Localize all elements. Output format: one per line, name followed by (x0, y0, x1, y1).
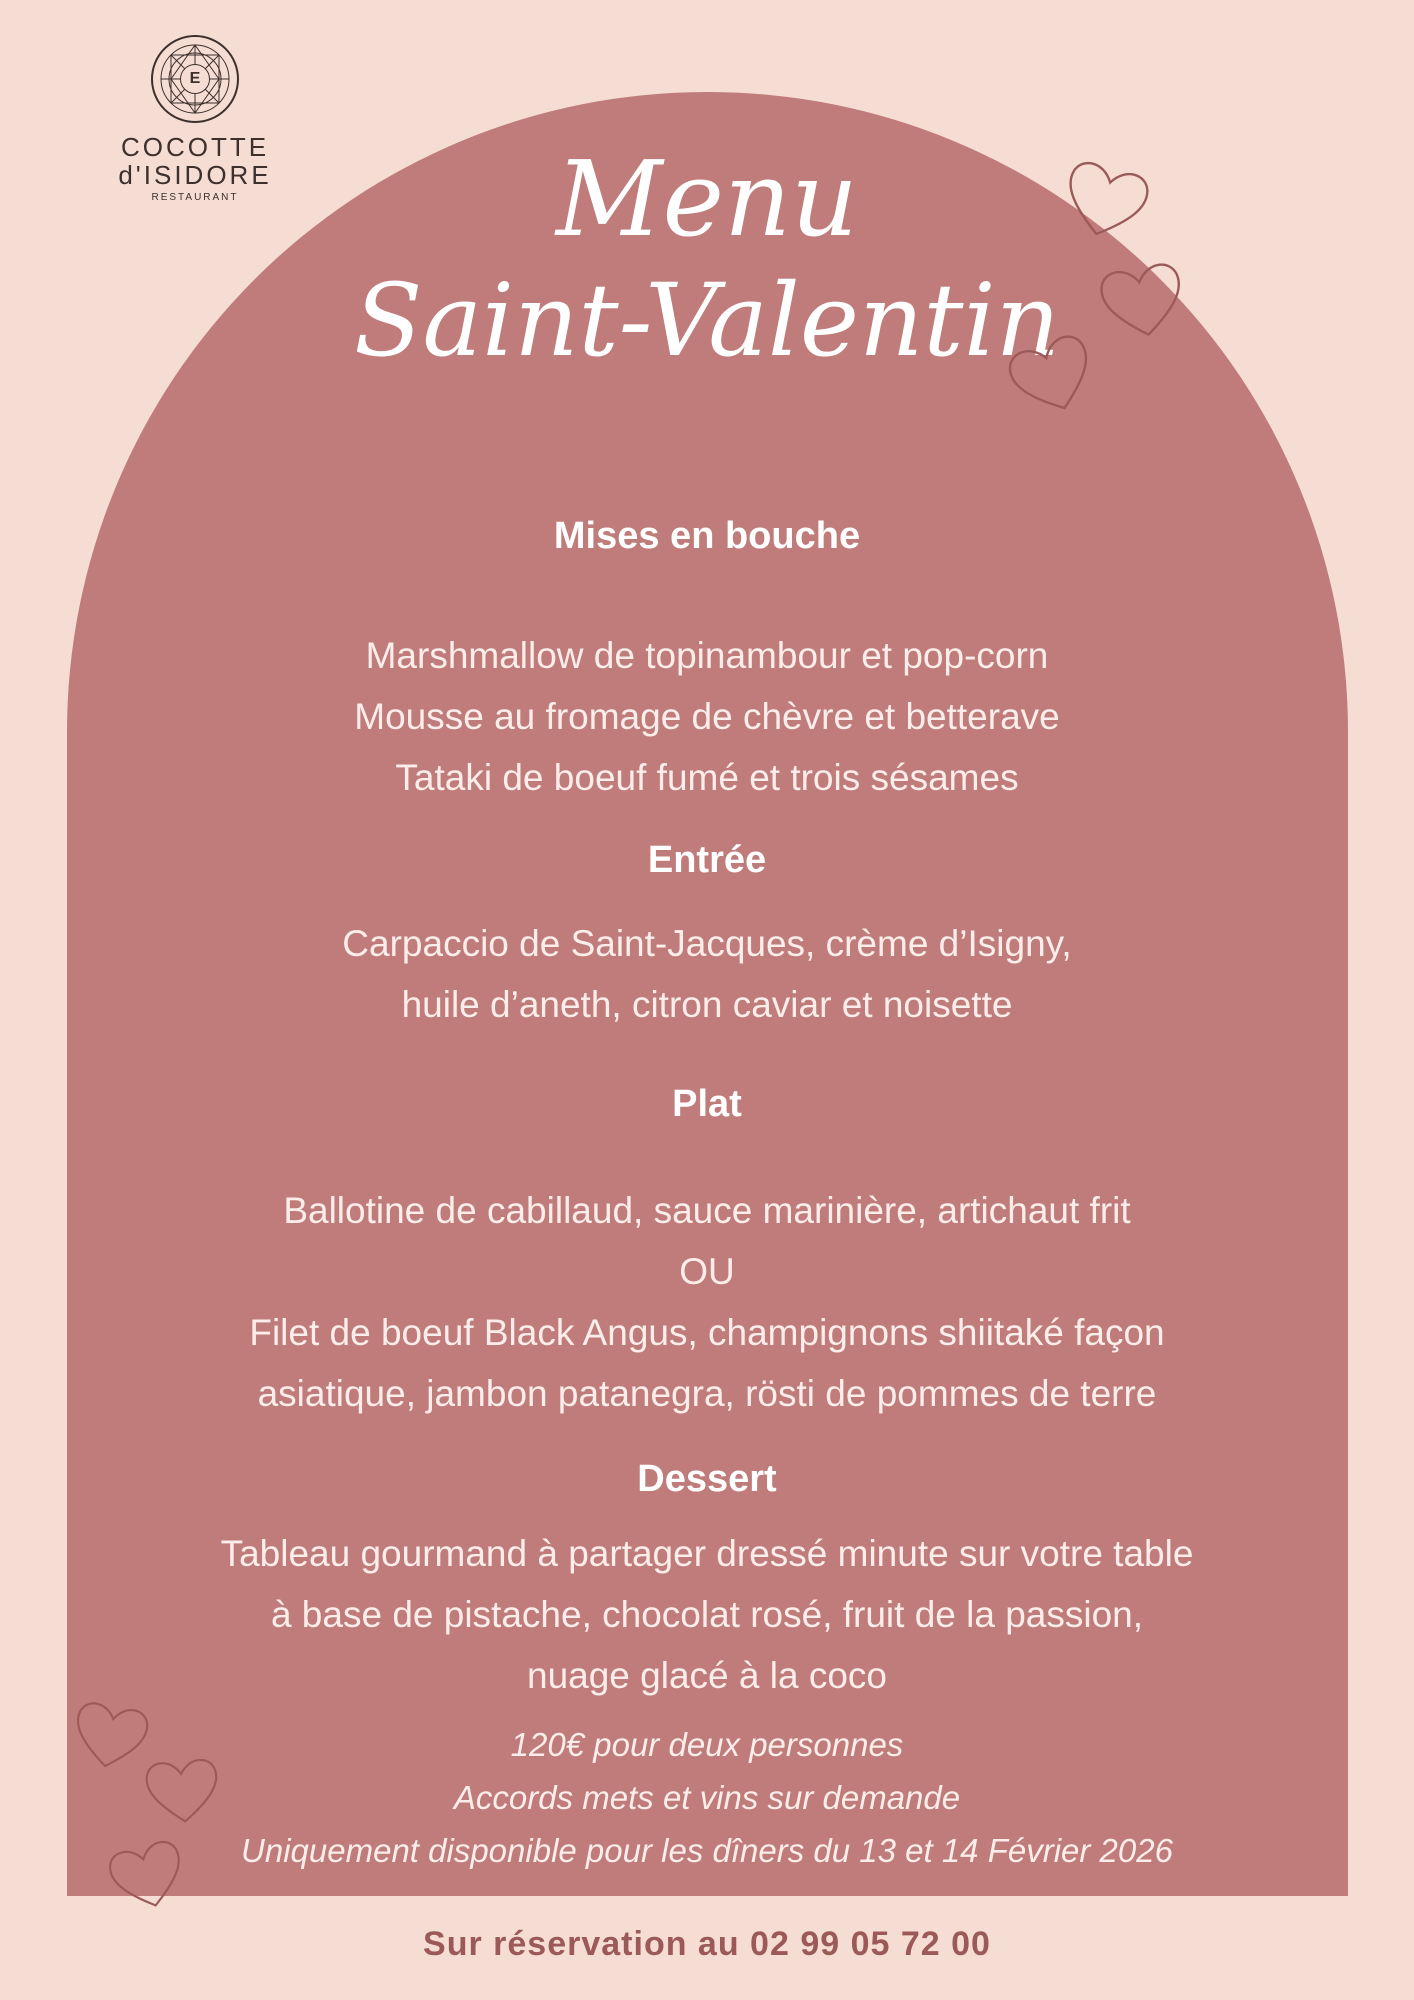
logo-name-line2: d'ISIDORE (118, 160, 272, 190)
menu-item: Marshmallow de topinambour et pop-corn (365, 635, 1049, 676)
section-items-mises (0, 625, 1414, 808)
heart-outline-icon (1005, 325, 1100, 425)
section-items-entree (0, 913, 1414, 1035)
menu-item: nuage glacé à la coco (527, 1655, 887, 1696)
heart-outline-icon (1095, 250, 1190, 350)
logo-name-line1: COCOTTE (120, 132, 270, 162)
heart-outline-icon (1058, 155, 1153, 245)
section-heading-mises: Mises en bouche (553, 515, 861, 557)
logo-subtitle: RESTAURANT (151, 192, 239, 203)
menu-item: Mousse au fromage de chèvre et betterave (354, 696, 1060, 737)
section-heading-entree: Entrée (647, 839, 767, 881)
menu-title-line1: Menu (556, 138, 858, 260)
availability-note: Uniquement disponible pour les dîners du 13 et 14 Février 2026 (241, 1832, 1173, 1869)
menu-item: OU (679, 1251, 735, 1292)
menu-item: Tataki de boeuf fumé et trois sésames (395, 757, 1019, 798)
logo-letter: E (180, 64, 210, 94)
menu-item: Filet de boeuf Black Angus, champignons shiitaké façon (249, 1312, 1165, 1353)
price-note: 120€ pour deux personnes (510, 1726, 904, 1763)
wine-note: Accords mets et vins sur demande (453, 1779, 961, 1816)
reservation-footer: Sur réservation au 02 99 05 72 00 (423, 1925, 991, 1963)
menu-title-line2: Saint-Valentin (353, 262, 1060, 379)
section-items-dessert (0, 1523, 1414, 1706)
logo-badge (151, 35, 239, 123)
menu-item: Ballotine de cabillaud, sauce marinière, artichaut frit (283, 1190, 1131, 1231)
section-items-plat (0, 1180, 1414, 1424)
section-heading-dessert: Dessert (637, 1458, 777, 1500)
menu-item: Carpaccio de Saint-Jacques, crème d’Isigny, (342, 923, 1072, 964)
menu-item: asiatique, jambon patanegra, rösti de pommes de terre (257, 1373, 1157, 1414)
menu-item: à base de pistache, chocolat rosé, fruit de la passion, (270, 1594, 1144, 1635)
menu-notes (0, 1718, 1414, 1877)
section-heading-plat: Plat (672, 1083, 742, 1125)
menu-item: Tableau gourmand à partager dressé minute sur votre table (220, 1533, 1194, 1574)
menu-item: huile d’aneth, citron caviar et noisette (401, 984, 1013, 1025)
